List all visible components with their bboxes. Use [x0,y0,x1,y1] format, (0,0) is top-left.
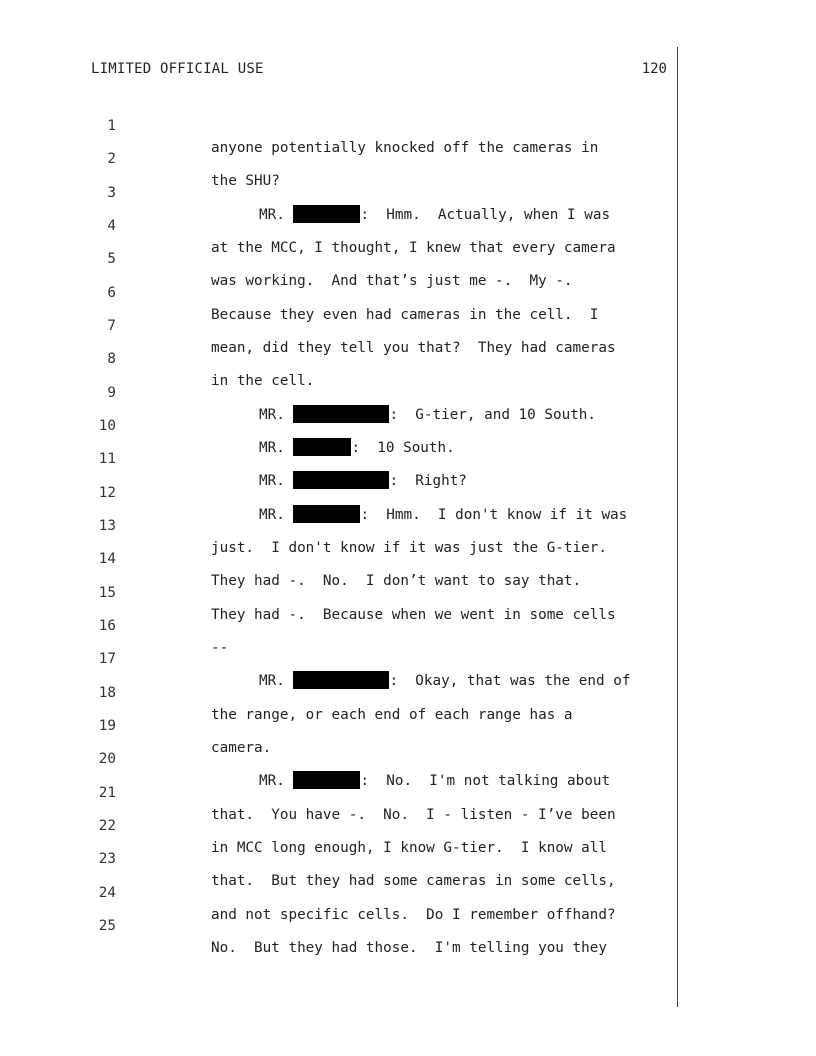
speaker-prefix: MR. [259,207,294,223]
line-number: 14 [98,551,116,567]
speaker-text: : Hmm. I don't know if it was [360,507,628,523]
classification-header: LIMITED OFFICIAL USE [91,61,264,77]
line-text: camera. [211,740,272,756]
line-text: anyone potentially knocked off the cameras in [211,140,599,156]
line-text: was working. And that’s just me -. My -. [211,273,573,289]
speaker-text: : Okay, that was the end of [389,673,631,689]
line-number: 16 [98,618,116,634]
line-text: that. But they had some cameras in some cells, [211,873,616,889]
transcript-line [0,793,816,856]
line-number: 13 [98,518,116,534]
line-number: 23 [98,851,116,867]
line-text: They had -. Because when we went in some cells [211,607,616,623]
line-number: 10 [98,418,116,434]
transcript-line [0,560,816,623]
line-text: the range, or each end of each range has a [211,707,573,723]
speaker-prefix: MR. [259,773,294,789]
speaker-text: : G-tier, and 10 South. [389,407,597,423]
line-number: 18 [98,685,116,701]
transcript-line [0,460,816,523]
line-number: 19 [98,718,116,734]
transcript-line [0,160,816,223]
line-number: 15 [98,585,116,601]
line-text: in MCC long enough, I know G-tier. I know all [211,840,607,856]
transcript-line [0,893,816,956]
line-number: 17 [98,651,116,667]
line-text: the SHU? [211,173,280,189]
speaker-text: : 10 South. [351,440,455,456]
speaker-prefix: MR. [259,507,294,523]
speaker-prefix: MR. [259,473,294,489]
line-text: mean, did they tell you that? They had cameras [211,340,616,356]
line-number: 1 [107,118,116,134]
line-number: 24 [98,885,116,901]
transcript-line [0,360,816,423]
transcript-line [0,860,816,923]
line-number: 20 [98,751,116,767]
transcript-line [0,493,816,556]
transcript-line [0,226,816,289]
line-text: -- [211,640,229,656]
line-text: at the MCC, I thought, I knew that every camera [211,240,616,256]
line-number: 12 [98,485,116,501]
line-number: 4 [107,218,116,234]
line-text: They had -. No. I don’t want to say that. [211,573,582,589]
transcript-line [0,93,816,156]
line-text: and not specific cells. Do I remember offhand? [211,907,616,923]
line-number: 2 [107,151,116,167]
speaker-prefix: MR. [259,407,294,423]
speaker-text: : Right? [389,473,467,489]
line-text: in the cell. [211,373,315,389]
line-number: 22 [98,818,116,834]
transcript-line [0,426,816,489]
transcript-line [0,326,816,389]
line-number: 3 [107,185,116,201]
line-number: 11 [98,451,116,467]
transcript-line [0,593,816,656]
transcript-line [0,693,816,756]
speaker-text: : No. I'm not talking about [360,773,611,789]
speaker-prefix: MR. [259,673,294,689]
line-number: 21 [98,785,116,801]
speaker-text: : Hmm. Actually, when I was [360,207,611,223]
transcript-line [0,760,816,823]
line-number: 6 [107,285,116,301]
transcript-line [0,826,816,889]
line-text: Because they even had cameras in the cell. I [211,307,599,323]
line-number: 5 [107,251,116,267]
transcript-line [0,726,816,789]
transcript-line [0,660,816,723]
transcript-line [0,293,816,356]
line-number: 25 [98,918,116,934]
line-text: just. I don't know if it was just the G-tier. [211,540,607,556]
transcript-line [0,393,816,456]
line-number: 8 [107,351,116,367]
transcript-line [0,126,816,189]
transcript-line [0,526,816,589]
line-number: 7 [107,318,116,334]
transcript-line [0,260,816,323]
transcript-line [0,193,816,256]
line-number: 9 [107,385,116,401]
line-text: No. But they had those. I'm telling you they [211,940,607,956]
transcript-line [0,626,816,689]
line-text: that. You have -. No. I - listen - I’ve been [211,807,616,823]
speaker-prefix: MR. [259,440,294,456]
page-number: 120 [641,61,667,77]
